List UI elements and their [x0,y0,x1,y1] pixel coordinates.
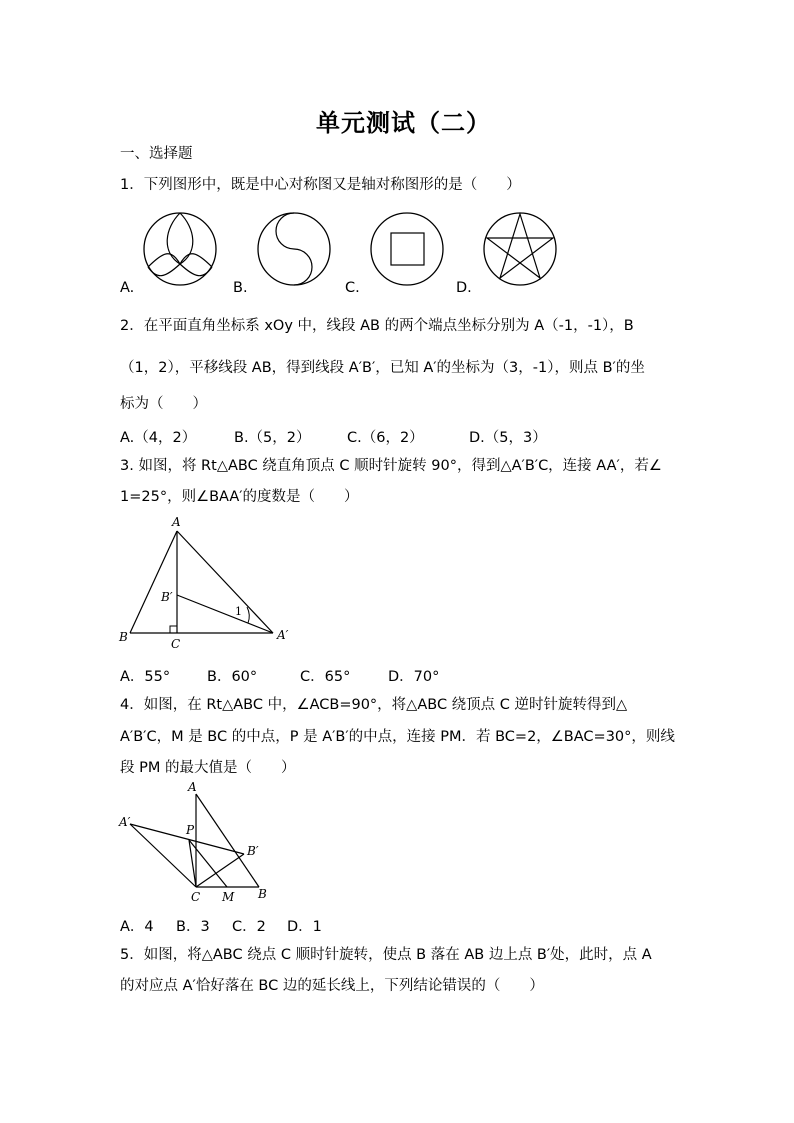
page-title: 单元测试（二） [316,108,491,137]
q4-rotation-figure [115,780,275,910]
question-3-line-1: 3. 如图，将 Rt△ABC 绕直角顶点 C 顺时针旋转 90°，得到△A′B′C，连接 AA′，若∠ [120,458,662,474]
q3-option-c: C．65° [300,669,351,685]
segment-cb-prime [196,854,244,887]
point-a-prime-label: A′ [277,628,289,642]
question-1-stem: 1．下列图形中，既是中心对称图又是轴对称图形的是（ ） [120,177,521,193]
q3-option-b: B．60° [207,669,258,685]
point-a-label: A [172,515,181,529]
angle-1-label: 1 [235,605,242,618]
q3-option-d: D．70° [388,669,440,685]
square-in-circle-icon [370,212,450,292]
segment-ab [196,794,259,887]
question-4-line-3: 段 PM 的最大值是（ ） [120,760,296,776]
point-a-prime-label: A′ [119,815,131,829]
question-2-line-2: （1，2），平移线段 AB，得到线段 A′B′，已知 A′的坐标为（3，-1），则点 B′的坐 [120,360,645,376]
question-5-line-1: 5．如图，将△ABC 绕点 C 顺时针旋转，使点 B 落在 AB 边上点 B′处，此时，点 A [120,947,652,963]
q1-option-b-label: B. [233,280,248,296]
point-b-prime-label: B′ [247,844,259,858]
right-angle-mark [170,626,177,633]
question-4-line-1: 4．如图，在 Rt△ABC 中，∠ACB=90°，将△ABC 绕顶点 C 逆时针旋转得到△ [120,697,628,713]
q4-option-a: A．4 [120,919,154,935]
yin-yang-circle-icon [257,212,337,292]
question-5-line-2: 的对应点 A′恰好落在 BC 边的延长线上，下列结论错误的（ ） [120,978,544,994]
q3-triangle-figure [115,515,300,655]
segment-b-prime-a-prime [177,595,273,633]
q2-option-d: D.（5，3） [469,430,547,446]
pentagram-in-circle-icon [483,212,563,292]
point-p-label: P [186,823,195,837]
q2-option-b: B.（5，2） [234,430,311,446]
q1-option-a-label: A. [120,280,135,296]
section-heading: 一、选择题 [120,146,193,162]
point-a-label: A [188,780,197,794]
q1-option-d-label: D. [456,280,472,296]
q2-option-c: C.（6，2） [347,430,424,446]
point-m-label: M [222,890,235,904]
q3-option-a: A．55° [120,669,171,685]
question-4-line-2: A′B′C，M 是 BC 的中点，P 是 A′B′的中点，连接 PM．若 BC=2，∠BAC=30°，则线 [120,729,675,745]
question-3-line-2: 1=25°，则∠BAA′的度数是（ ） [120,489,359,505]
segment-aa-prime [177,531,273,633]
q4-option-c: C．2 [232,919,266,935]
question-2-line-1: 2．在平面直角坐标系 xOy 中，线段 AB 的两个端点坐标分别为 A（-1，-1），B [120,318,634,334]
point-c-label: C [171,637,181,651]
point-b-label: B [119,630,128,644]
q4-option-b: B．3 [176,919,210,935]
point-c-label: C [191,890,201,904]
angle-1-arc [247,607,249,623]
three-arc-circle-icon [143,212,223,292]
q4-option-d: D．1 [287,919,322,935]
q1-option-c-label: C. [345,280,360,296]
q2-option-a: A.（4，2） [120,430,197,446]
point-b-prime-label: B′ [161,590,173,604]
point-b-label: B [258,887,267,901]
segment-ba [130,531,177,633]
question-2-line-3: 标为（ ） [120,396,207,412]
